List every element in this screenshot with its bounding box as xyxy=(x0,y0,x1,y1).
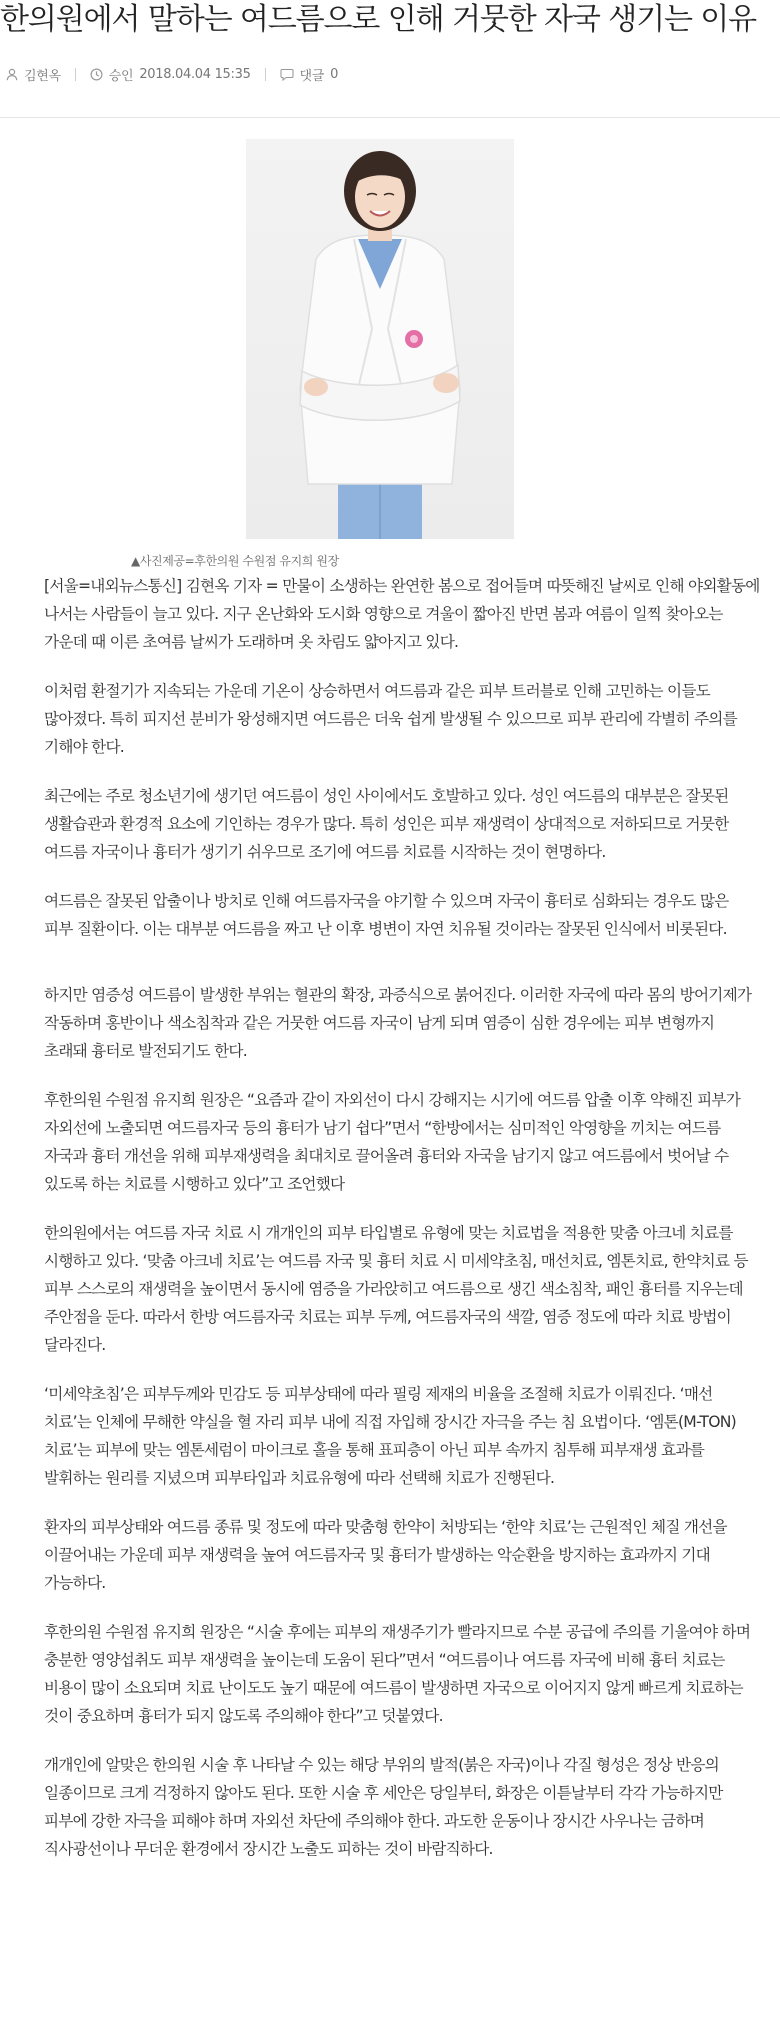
article-paragraph: [서울=내외뉴스통신] 김현옥 기자 = 만물이 소생하는 완연한 봄으로 접어들며 따뜻해진 날씨로 인해 야외활동에 나서는 사람들이 늘고 있다. 지구 온난화와 도시화 영향으로 겨울이 짧아진 반면 봄과 여름이 일찍 찾아오는 가운데 때 이른 초여름 날씨가 도래하며 옷 차림도 얇아지고 있다. xyxy=(44,577,760,651)
meta-separator xyxy=(75,68,76,81)
approved-datetime: 2018.04.04 15:35 xyxy=(139,66,251,82)
author-info xyxy=(6,65,61,84)
author-name: 김현옥 xyxy=(24,68,61,84)
article-paragraph: 후한의원 수원점 유지희 원장은 “요즘과 같이 자외선이 다시 강해지는 시기에 여드름 압출 이후 약해진 피부가 자외선에 노출되면 여드름자국 등의 흉터가 남기 쉽다”면서 “한방에서는 심미적인 악영향을 끼치는 여드름 자국과 흉터 개선을 위해 피부재생력을 최대치로 끌어올려 흉터와 자국을 남기지 않고 여드름에서 벗어날 수 있도록 하는 치료를 시행하고 있다”고 조언했다 xyxy=(44,1091,741,1193)
meta-separator xyxy=(265,68,266,81)
approved-label: 승인 xyxy=(108,68,134,84)
article-paragraph: 최근에는 주로 청소년기에 생기던 여드름이 성인 사이에서도 호발하고 있다. 성인 여드름의 대부분은 잘못된 생활습관과 환경적 요소에 기인하는 경우가 많다. 특히 성인은 피부 재생력이 상대적으로 저하되므로 거뭇한 여드름 자국이나 흉터가 생기기 쉬우므로 조기에 여드름 치료를 시작하는 것이 현명하다. xyxy=(44,787,729,861)
comments-count: 0 xyxy=(330,66,339,82)
article-paragraph: ‘미세약초침’은 피부두께와 민감도 등 피부상태에 따라 필링 제재의 비율을 조절해 치료가 이뤄진다. ‘매선 치료’는 인체에 무해한 약실을 혈 자리 피부 내에 직접 자입해 장시간 자극을 주는 침 요법이다. ‘엠톤(M-TON)치료’는 피부에 맞는 엠톤세럼이 마이크로 홀을 통해 표피층이 아닌 피부 속까지 침투해 피부재생 효과를 발휘하는 원리를 지녔으며 피부타입과 치료유형에 따라 선택해 치료가 진행된다. xyxy=(44,1385,736,1487)
article-paragraph: 이처럼 환절기가 지속되는 가운데 기온이 상승하면서 여드름과 같은 피부 트러블로 인해 고민하는 이들도 많아졌다. 특히 피지선 분비가 왕성해지면 여드름은 더욱 쉽게 발생될 수 있으므로 피부 관리에 각별히 주의를 기해야 한다. xyxy=(44,682,737,756)
article-meta xyxy=(6,64,338,84)
approved-info xyxy=(90,65,251,84)
article-title: 한의원에서 말하는 여드름으로 인해 거뭇한 자국 생기는 이유 xyxy=(0,2,757,37)
article-paragraph: 후한의원 수원점 유지희 원장은 “시술 후에는 피부의 재생주기가 빨라지므로 수분 공급에 주의를 기울여야 하며 충분한 영양섭취도 피부 재생력을 높이는데 도움이 된다”면서 “여드름이나 여드름 자국에 비해 흉터 치료는 비용이 많이 소요되며 치료 난이도도 높기 때문에 여드름이 발생하면 자국으로 이어지지 않게 빠르게 치료하는 것이 중요하며 흉터가 되지 않도록 주의해야 한다”고 덧붙였다. xyxy=(44,1623,751,1725)
article-body xyxy=(44,572,760,1884)
doctor-photo xyxy=(246,139,514,539)
article-paragraph: 한의원에서는 여드름 자국 치료 시 개개인의 피부 타입별로 유형에 맞는 치료법을 적용한 맞춤 아크네 치료를 시행하고 있다. ‘맞춤 아크네 치료’는 여드름 자국 및 흉터 치료 시 미세약초침, 매선치료, 엠톤치료, 한약치료 등 피부 스스로의 재생력을 높이면서 동시에 염증을 가라앉히고 여드름으로 생긴 색소침착, 패인 흉터를 지우는데 주안점을 둔다. 따라서 한방 여드름자국 치료는 피부 두께, 여드름자국의 색깔, 염증 정도에 따라 치료 방법이 달라진다. xyxy=(44,1224,748,1354)
comments-info[interactable] xyxy=(280,65,339,84)
header-divider xyxy=(0,117,780,118)
article-paragraph: 하지만 염증성 여드름이 발생한 부위는 혈관의 확장, 과증식으로 붉어진다. 이러한 자국에 따라 몸의 방어기제가 작동하며 홍반이나 색소침착과 같은 거뭇한 여드름 자국이 남게 되며 염증이 심한 경우에는 피부 변형까지 초래돼 흉터로 발전되기도 한다. xyxy=(44,986,752,1060)
article-paragraph: 여드름은 잘못된 압출이나 방치로 인해 여드름자국을 야기할 수 있으며 자국이 흉터로 심화되는 경우도 많은 피부 질환이다. 이는 대부분 여드름을 짜고 난 이후 병변이 자연 치유될 것이라는 잘못된 인식에서 비롯된다. xyxy=(44,892,729,938)
article-paragraph: 환자의 피부상태와 여드름 종류 및 정도에 따라 맞춤형 한약이 처방되는 ‘한약 치료’는 근원적인 체질 개선을 이끌어내는 가운데 피부 재생력을 높여 여드름자국 및 흉터가 발생하는 악순환을 방지하는 효과까지 기대 가능하다. xyxy=(44,1518,727,1592)
comments-label: 댓글 xyxy=(299,68,325,84)
comment-icon xyxy=(280,68,294,81)
article-paragraph: 개개인에 알맞은 한의원 시술 후 나타날 수 있는 해당 부위의 발적(붉은 자국)이나 각질 형성은 정상 반응의 일종이므로 크게 걱정하지 않아도 된다. 또한 시술 후 세안은 당일부터, 화장은 이튿날부터 각각 가능하지만 피부에 강한 자극을 피해야 하며 자외선 차단에 주의해야 한다. 과도한 운동이나 장시간 사우나는 금하며 직사광선이나 무더운 환경에서 장시간 노출도 피하는 것이 바람직하다. xyxy=(44,1756,723,1858)
person-icon xyxy=(6,68,18,81)
photo-caption: ▲사진제공=후한의원 수원점 유지희 원장 xyxy=(131,554,339,568)
clock-icon xyxy=(90,68,103,81)
